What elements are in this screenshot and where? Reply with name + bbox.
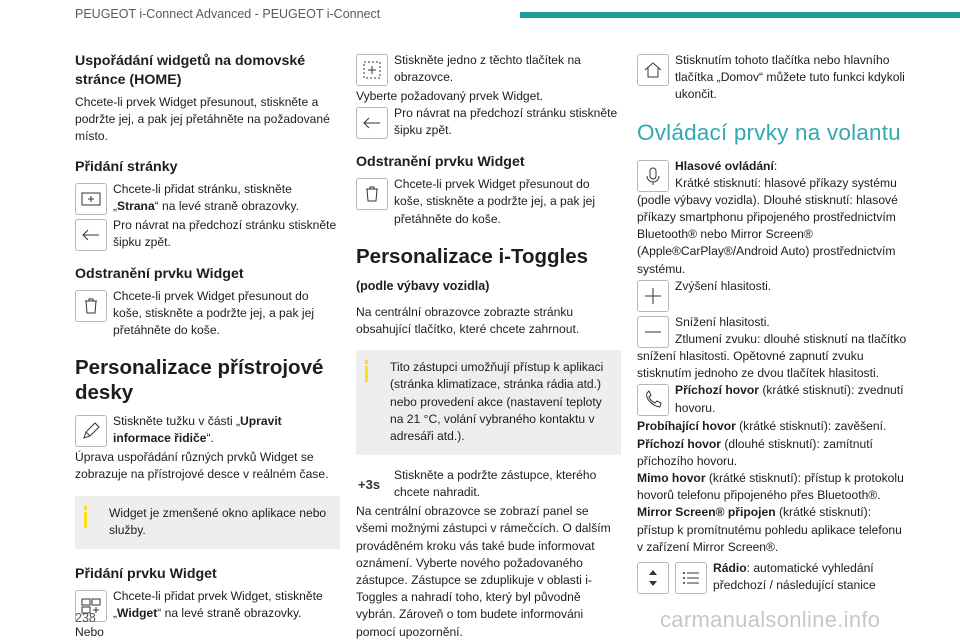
home-icon bbox=[637, 54, 669, 86]
watermark: carmanualsonline.info bbox=[660, 607, 881, 632]
heading-home-widgets: Uspořádání widgetů na domovské stránce (HOME) bbox=[75, 53, 306, 88]
heading-dashboard: Personalizace přístrojové desky bbox=[75, 356, 324, 405]
instruction-pencil bbox=[75, 413, 340, 449]
no-call-keyword: Mimo hovor bbox=[637, 471, 706, 486]
pencil-text: Stiskněte tužku v části „ bbox=[113, 414, 241, 429]
column-1 bbox=[75, 52, 340, 641]
microphone-icon bbox=[637, 160, 669, 192]
column-2 bbox=[356, 52, 621, 641]
radio-text: : automatické vyhledání předchozí / následující stanice bbox=[713, 561, 876, 593]
add-widget-text: Chcete-li přidat prvek Widget, stiskněte „ bbox=[113, 589, 323, 621]
heading-add-page: Přidání stránky bbox=[75, 158, 178, 175]
mirror-screen-text: (krátké stisknutí): přístup k promítnutému pohledu aplikace telefonu v zařízení Mirror Screen®. bbox=[637, 505, 902, 554]
heading-i-toggles: Personalizace i-Toggles bbox=[356, 244, 589, 268]
home-text: Stisknutím tohoto tlačítka nebo hlavního tlačítka „Domov“ můžete tuto funkci kdykoli ukončit. bbox=[675, 53, 905, 102]
instruction-plus-buttons bbox=[356, 52, 621, 88]
paragraph-dashboard: Úprava uspořádání různých prvků Widget se zobrazuje na přístrojové desce v reálném čase. bbox=[75, 450, 329, 482]
incoming-call-long-text: (dlouhé stisknutí): zamítnutí příchozího hovoru. bbox=[637, 436, 873, 468]
remove-widget-text: Chcete-li prvek Widget přesunout do koše, stiskněte a podržte jej, a pak jej přetáhněte do koše. bbox=[113, 288, 314, 338]
remove-widget-text-2: Chcete-li prvek Widget přesunout do koše, stiskněte a podržte jej, a pak jej přetáhněte do koše. bbox=[394, 177, 595, 226]
add-widget-text-tail: “ na levé straně obrazovky. bbox=[157, 606, 302, 621]
incoming-call-keyword: Příchozí hovor bbox=[675, 383, 759, 398]
subheading-equipment: (podle výbavy vozidla) bbox=[356, 278, 490, 293]
heading-remove-widget: Odstranění prvku Widget bbox=[75, 265, 244, 282]
incoming-call-text: (krátké stisknutí): zvednutí hovoru. bbox=[675, 383, 904, 415]
info-note-text-2: Tito zástupci umožňují přístup k aplikaci (stránka klimatizace, stránka rádia atd.) nebo provedení akce (nastavení teploty na 21 °C, volání vybraného kontaktu v adresáři atd.). bbox=[390, 360, 604, 444]
volume-down-text: Snížení hlasitosti. bbox=[675, 314, 770, 329]
add-page-text-tail: “ na levé straně obrazovky. bbox=[154, 198, 299, 213]
back-arrow-icon bbox=[75, 219, 107, 251]
svg-text:+3s: +3s bbox=[358, 477, 381, 493]
instruction-hold-shortcut bbox=[356, 467, 621, 503]
trash-icon bbox=[75, 290, 107, 322]
instruction-remove-widget-2 bbox=[356, 176, 621, 228]
mirror-screen-keyword: Mirror Screen® připojen bbox=[637, 505, 776, 520]
back-arrow-icon bbox=[356, 107, 388, 139]
instruction-voice bbox=[637, 158, 907, 194]
instruction-remove-widget bbox=[75, 288, 340, 340]
radio-keyword: Rádio bbox=[713, 561, 747, 576]
column-3 bbox=[637, 52, 907, 596]
add-page-text: Chcete-li přidat stránku, stiskněte bbox=[113, 181, 292, 196]
header-accent-bar bbox=[520, 12, 960, 18]
info-icon bbox=[365, 360, 368, 382]
instruction-back-2 bbox=[356, 105, 621, 141]
info-note bbox=[75, 496, 340, 549]
trash-icon bbox=[356, 178, 388, 210]
page-header bbox=[0, 0, 960, 44]
instruction-phone bbox=[637, 382, 907, 418]
back-text-2: Pro návrat na předchozí stránku stiskněte šipku zpět. bbox=[394, 106, 618, 138]
info-note-text: Widget je zmenšené okno aplikace nebo služby. bbox=[109, 505, 327, 537]
ongoing-call-keyword: Probíhající hovor bbox=[637, 419, 736, 434]
instruction-radio bbox=[637, 560, 907, 596]
mute-details-text: Ztlumení zvuku: dlouhé stisknutí na tlačítko snížení hlasitosti. Opětovné zapnutí zvuku stisknutím jednoho ze dvou tlačítek hlasitosti. bbox=[637, 331, 907, 381]
page-keyword: Strana bbox=[117, 198, 155, 213]
list-icon bbox=[675, 562, 707, 594]
paragraph-shortcut-steps: Na centrální obrazovce se zobrazí panel se všemi možnými zástupci v rámečcích. O dalším prováděném kroku vás také bude informovat oznámení. Vyberte nového požadovaného zástupce. Zástupce se zduplikuje v oblasti i-Toggles a nahradí toho, který byl původně vybrán. Zároveň o tom budete informováni pomocí upozornění. bbox=[356, 504, 611, 639]
phone-icon bbox=[637, 384, 669, 416]
minus-icon bbox=[637, 316, 669, 348]
plus-buttons-text: Stiskněte jedno z těchto tlačítek na obrazovce. bbox=[394, 53, 581, 85]
volume-up-text: Zvýšení hlasitosti. bbox=[675, 278, 772, 293]
instruction-add-page bbox=[75, 181, 340, 217]
add-dashed-icon bbox=[356, 54, 388, 86]
pencil-icon bbox=[75, 415, 107, 447]
call-list bbox=[637, 418, 907, 556]
driver-info-keyword: Upravit informace řidiče bbox=[113, 414, 282, 446]
instruction-back bbox=[75, 217, 340, 253]
instruction-volume-up bbox=[637, 278, 907, 314]
paragraph-home: Chcete-li prvek Widget přesunout, stiskněte a podržte jej, a pak jej přetáhněte na požadované místo. bbox=[75, 95, 330, 144]
heading-remove-widget-2: Odstranění prvku Widget bbox=[356, 154, 525, 171]
voice-colon: : bbox=[773, 158, 778, 173]
pencil-text-tail: “. bbox=[206, 431, 214, 446]
instruction-volume-down bbox=[637, 314, 907, 350]
widget-keyword: Widget bbox=[117, 606, 158, 621]
up-down-arrows-icon bbox=[637, 562, 669, 594]
header-title: PEUGEOT i-Connect Advanced - PEUGEOT i-Connect bbox=[75, 7, 381, 21]
incoming-call-long-keyword: Příchozí hovor bbox=[637, 436, 721, 451]
back-text: Pro návrat na předchozí stránku stiskněte šipku zpět. bbox=[113, 217, 337, 249]
info-note-2 bbox=[356, 350, 621, 455]
instruction-add-widget bbox=[75, 588, 340, 624]
page-number: 238 bbox=[75, 611, 96, 625]
instruction-home bbox=[637, 52, 907, 104]
paragraph-nebo: Nebo bbox=[75, 625, 104, 640]
paragraph-select-widget: Vyberte požadovaný prvek Widget. bbox=[356, 89, 544, 103]
paragraph-equipment: Na centrální obrazovce zobrazte stránku obsahující tlačítko, které chcete zahrnout. bbox=[356, 304, 580, 337]
ongoing-call-text: (krátké stisknutí): zavěšení. bbox=[735, 419, 887, 434]
heading-add-widget: Přidání prvku Widget bbox=[75, 566, 217, 583]
add-page-icon bbox=[75, 183, 107, 215]
heading-steering-controls: Ovládací prvky na volantu bbox=[637, 119, 901, 145]
no-call-text: (krátké stisknutí): přístup k protokolu hovorů telefonu připojeného přes Bluetooth®. bbox=[637, 471, 904, 503]
info-icon bbox=[84, 506, 87, 528]
voice-keyword: Hlasové ovládání bbox=[675, 158, 774, 173]
plus-icon bbox=[637, 280, 669, 312]
quote-open: „ bbox=[113, 198, 118, 213]
voice-details-text: Krátké stisknutí: hlasové příkazy systému (podle výbavy vozidla). Dlouhé stisknutí: hlasové příkazy smartphonu připojeného prostřednictvím Bluetooth® nebo Mirror Screen® (Apple®CarPlay®/Android Auto) prostřednictvím systému. bbox=[637, 175, 898, 276]
hold-shortcut-text: Stiskněte a podržte zástupce, kterého chcete nahradit. bbox=[394, 468, 597, 500]
shortcut-3s-icon bbox=[356, 469, 388, 501]
